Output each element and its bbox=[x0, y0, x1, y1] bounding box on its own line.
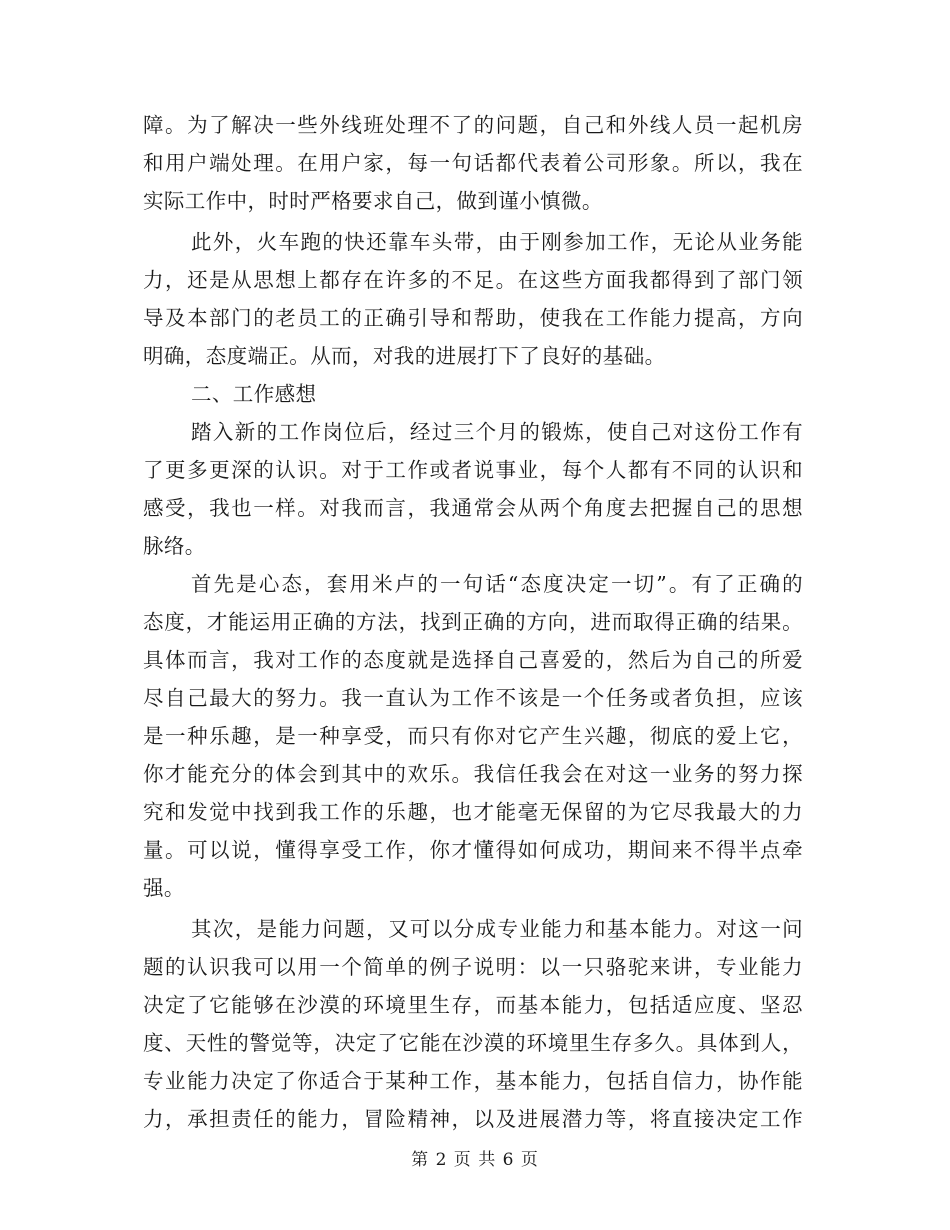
text-line: 感受，我也一样。对我而言，我通常会从两个角度去把握自己的思想 bbox=[143, 496, 803, 520]
text-line: 题的认识我可以用一个简单的例子说明：以一只骆驼来讲，专业能力 bbox=[143, 955, 803, 979]
paragraph-first-line: 踏入新的工作岗位后，经过三个月的锻炼，使自己对这份工作有 bbox=[191, 420, 803, 444]
text-line: 量。可以说，懂得享受工作，你才懂得如何成功，期间来不得半点牵 bbox=[143, 838, 803, 862]
text-line: 态度，才能运用正确的方法，找到正确的方向，进而取得正确的结果。 bbox=[143, 610, 803, 634]
text-line: 和用户端处理。在用户家，每一句话都代表着公司形象。所以，我在 bbox=[143, 151, 803, 175]
text-line: 导及本部门的老员工的正确引导和帮助，使我在工作能力提高，方向 bbox=[143, 306, 803, 330]
text-line: 强。 bbox=[143, 876, 185, 900]
text-line: 度、天性的警觉等，决定了它能在沙漠的环境里生存多久。具体到人， bbox=[143, 1031, 803, 1055]
text-line: 障。为了解决一些外线班处理不了的问题，自己和外线人员一起机房 bbox=[143, 113, 803, 137]
paragraph-first-line: 其次，是能力问题，又可以分成专业能力和基本能力。对这一问 bbox=[191, 917, 803, 941]
text-line: 专业能力决定了你适合于某种工作，基本能力，包括自信力，协作能 bbox=[143, 1069, 803, 1093]
text-line: 力，还是从思想上都存在许多的不足。在这些方面我都得到了部门领 bbox=[143, 268, 803, 292]
paragraph-first-line: 此外，火车跑的快还靠车头带，由于刚参加工作，无论从业务能 bbox=[191, 230, 803, 254]
text-line: 是一种乐趣，是一种享受，而只有你对它产生兴趣，彻底的爱上它， bbox=[143, 724, 803, 748]
page-number-footer: 第 2 页 共 6 页 bbox=[411, 1150, 539, 1170]
text-line: 实际工作中，时时严格要求自己，做到谨小慎微。 bbox=[143, 189, 603, 213]
text-line: 明确，态度端正。从而，对我的进展打下了良好的基础。 bbox=[143, 344, 666, 368]
text-line: 了更多更深的认识。对于工作或者说事业，每个人都有不同的认识和 bbox=[143, 458, 803, 482]
text-line: 具体而言，我对工作的态度就是选择自己喜爱的，然后为自己的所爱 bbox=[143, 648, 803, 672]
text-line: 力，承担责任的能力，冒险精神，以及进展潜力等，将直接决定工作 bbox=[143, 1107, 803, 1131]
text-line: 脉络。 bbox=[143, 534, 206, 558]
paragraph-first-line: 首先是心态，套用米卢的一句话“态度决定一切”。有了正确的 bbox=[191, 572, 803, 596]
text-line: 尽自己最大的努力。我一直认为工作不该是一个任务或者负担，应该 bbox=[143, 686, 803, 710]
section-heading: 二、工作感想 bbox=[191, 382, 317, 406]
text-line: 决定了它能够在沙漠的环境里生存，而基本能力，包括适应度、坚忍 bbox=[143, 993, 803, 1017]
text-line: 你才能充分的体会到其中的欢乐。我信任我会在对这一业务的努力探 bbox=[143, 762, 803, 786]
text-line: 究和发觉中找到我工作的乐趣，也才能毫无保留的为它尽我最大的力 bbox=[143, 800, 803, 824]
